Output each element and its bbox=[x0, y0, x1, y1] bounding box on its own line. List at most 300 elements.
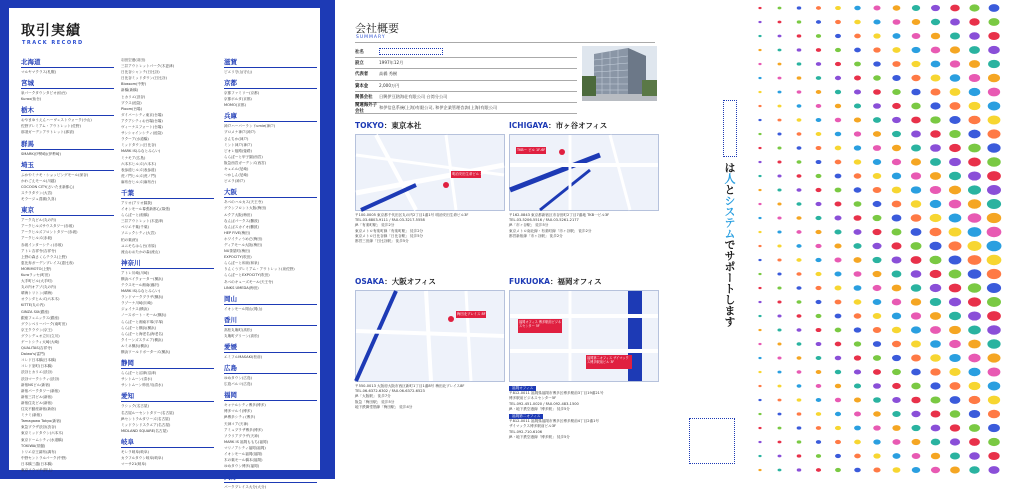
company-info-label: 社名 bbox=[355, 50, 364, 56]
region-entry: りんくうプレミアム・アウトレット(泉佐野) bbox=[224, 267, 295, 272]
company-name-placeholder bbox=[379, 48, 443, 55]
decorative-dot bbox=[911, 75, 920, 81]
decorative-dot bbox=[873, 397, 881, 403]
decorative-dot bbox=[968, 311, 981, 320]
company-info-row bbox=[355, 81, 577, 92]
region-entry: ダイバーシティ東京(台場) bbox=[121, 112, 163, 117]
decorative-dot bbox=[988, 102, 1001, 111]
decorative-dot bbox=[816, 132, 822, 136]
decorative-dot bbox=[968, 283, 981, 292]
decorative-dot bbox=[815, 230, 821, 234]
region-entry: ミント神戸(神戸) bbox=[224, 142, 252, 147]
decorative-dot bbox=[968, 326, 981, 335]
region-entry: MARK IS(みなとみらい) bbox=[121, 289, 161, 294]
decorative-dot bbox=[873, 411, 881, 416]
decorative-dot bbox=[816, 104, 822, 108]
decorative-dot bbox=[987, 353, 1000, 362]
decorative-dot bbox=[911, 89, 920, 96]
decorative-dot bbox=[853, 243, 861, 249]
region-name: 岐阜 bbox=[121, 437, 214, 448]
region-block bbox=[121, 437, 214, 467]
decorative-dot bbox=[873, 145, 881, 151]
decorative-dot bbox=[873, 327, 881, 333]
region-entry: 阪急西宮ガーデンズ(西宮) bbox=[224, 160, 267, 165]
decorative-dot bbox=[949, 298, 961, 307]
region-name: 広島 bbox=[224, 363, 317, 374]
office-detail-line: TEL.03-6803-9111 / FAX.03-3217-5558 bbox=[355, 218, 425, 223]
region-entry: 泉パークタウンタピオ(仙台) bbox=[21, 91, 67, 96]
decorative-dot bbox=[950, 396, 961, 404]
decorative-dot bbox=[778, 77, 782, 80]
region-entry: 東急プラザ渋谷(渋谷) bbox=[21, 425, 57, 430]
decorative-dot bbox=[778, 441, 782, 444]
decorative-dot bbox=[835, 314, 842, 319]
decorative-dot bbox=[988, 18, 999, 26]
decorative-dot bbox=[873, 33, 880, 38]
region-block bbox=[224, 315, 317, 339]
decorative-dot bbox=[796, 258, 801, 262]
decorative-dot bbox=[853, 257, 861, 263]
decorative-dot bbox=[778, 427, 782, 430]
decorative-dot bbox=[950, 410, 961, 417]
region-entry: 博多マルイ(博多) bbox=[224, 409, 252, 414]
decorative-dot bbox=[835, 90, 841, 94]
decorative-dot bbox=[949, 255, 962, 264]
decorative-dot bbox=[854, 48, 861, 53]
tagline bbox=[721, 162, 737, 327]
region-entry: イオンモール幕張新都心(幕張) bbox=[121, 207, 171, 212]
region-block bbox=[224, 472, 317, 490]
company-summary-subtitle: SUMMARY bbox=[356, 35, 386, 40]
region-entry: さんちか(神戸) bbox=[224, 136, 249, 141]
decorative-dot bbox=[988, 466, 999, 474]
region-entry: ピオレ姫路(姫路) bbox=[224, 148, 252, 153]
region-entry: Kurax(仙台) bbox=[21, 97, 42, 102]
region-entry: JRセントラルタワーズ(名古屋) bbox=[121, 416, 171, 421]
decorative-dot bbox=[796, 300, 801, 304]
decorative-dot bbox=[969, 424, 980, 432]
region-entry: 新宿三井ビル(新宿) bbox=[21, 394, 53, 399]
region-entry: ホワイティうめだ(梅田) bbox=[224, 236, 263, 241]
region-entry: 上野の森さくらテラス(上野) bbox=[21, 254, 67, 259]
region-entry: 京都ファミリー(京都) bbox=[224, 91, 260, 96]
decorative-dot bbox=[777, 343, 781, 346]
office-tokyo bbox=[355, 120, 503, 244]
office-fukuoka-details bbox=[509, 384, 657, 440]
decorative-dot bbox=[987, 129, 1000, 138]
region-entry: ソラリアプラザ(天神) bbox=[224, 433, 260, 438]
office-tokyo-title bbox=[355, 120, 503, 131]
region-entry: アトレ吉祥寺(吉祥寺) bbox=[21, 248, 57, 253]
decorative-dot bbox=[854, 187, 862, 192]
region-block bbox=[224, 111, 317, 184]
decorative-dot bbox=[778, 7, 782, 10]
region-entry: 赤坂インターシティ(赤坂) bbox=[21, 242, 63, 247]
office-detail-line: TEL.03-5206-5516 / FAX.03-5261-2177 bbox=[509, 218, 579, 223]
region-entry: なんばパークス(難波) bbox=[224, 218, 260, 223]
decorative-dot bbox=[854, 131, 861, 136]
decorative-dot bbox=[797, 146, 802, 149]
office-detail-line: TEL.092-451-0020 / FAX.092-483-1500 bbox=[509, 401, 579, 406]
decorative-dot bbox=[778, 455, 782, 458]
decorative-dot bbox=[797, 356, 802, 359]
decorative-dot bbox=[816, 34, 821, 38]
decorative-dot bbox=[912, 467, 920, 473]
decorative-dot bbox=[873, 75, 881, 80]
decorative-dot bbox=[758, 301, 761, 303]
decorative-dot bbox=[816, 62, 821, 66]
office-detail-line: ザイマックス博多駅前ビル3F bbox=[509, 424, 557, 429]
decorative-dot bbox=[930, 256, 942, 264]
decorative-dot bbox=[988, 382, 1001, 391]
decorative-dot bbox=[777, 357, 781, 360]
decorative-dot bbox=[930, 326, 941, 334]
decorative-dot bbox=[931, 425, 941, 432]
region-entry: マリノアシティ福岡(福岡) bbox=[224, 445, 266, 450]
decorative-dot bbox=[892, 397, 901, 403]
decorative-dot bbox=[854, 6, 860, 11]
region-entry: おやまゆうえんハーヴェストウォーク(小山) bbox=[21, 118, 92, 123]
region-entry: ノースポート・モール(横浜) bbox=[121, 313, 167, 318]
decorative-dot bbox=[777, 203, 781, 206]
decorative-dot bbox=[835, 440, 841, 444]
decorative-dot bbox=[892, 369, 901, 375]
decorative-dot bbox=[987, 339, 1000, 348]
region-entry: NU茶屋町(梅田) bbox=[224, 249, 251, 254]
decorative-dot bbox=[987, 297, 1001, 307]
office-fukuoka-title bbox=[509, 276, 657, 287]
region-name: 愛知 bbox=[121, 391, 214, 402]
decorative-dot bbox=[758, 189, 761, 191]
region-entry: 恵比寿ガーデンプレイス(恵比寿) bbox=[21, 260, 74, 265]
region-entry: 表参道ヒルズ(表参道) bbox=[121, 167, 157, 172]
decorative-dot bbox=[816, 118, 822, 122]
decorative-dot bbox=[872, 243, 881, 249]
decorative-dot bbox=[835, 384, 841, 388]
region-entry: ゆめタウン(広島) bbox=[224, 376, 252, 381]
decorative-dot bbox=[873, 271, 882, 277]
region-entry: 横浜ワールドポーターズ(横浜) bbox=[121, 350, 171, 355]
decorative-dot bbox=[758, 469, 761, 471]
decorative-dot bbox=[873, 383, 881, 389]
region-block bbox=[121, 391, 214, 433]
decorative-dot bbox=[873, 19, 880, 24]
region-entry: アトレ川崎(川崎) bbox=[121, 270, 149, 275]
region-entry: 木の葉モール橋本(福岡) bbox=[224, 458, 263, 463]
decorative-dot bbox=[892, 313, 901, 320]
decorative-dot bbox=[815, 216, 821, 220]
decorative-dot bbox=[987, 157, 1001, 167]
company-info-row bbox=[355, 58, 577, 69]
decorative-dot bbox=[854, 313, 862, 318]
company-summary-title: 会社概要 bbox=[355, 22, 399, 35]
region-entry: ラシック(名古屋) bbox=[121, 404, 149, 409]
decorative-dot bbox=[968, 171, 981, 180]
decorative-dot bbox=[835, 300, 842, 305]
decorative-dot bbox=[873, 425, 881, 430]
region-entry: ゲートシティ大崎(大崎) bbox=[21, 340, 60, 344]
region-entry: パークプレイス大分(大分) bbox=[224, 485, 266, 490]
region-entry: ららぽーと海老名(海老名) bbox=[121, 331, 164, 336]
region-entry: クイーンズスクエア(横浜) bbox=[121, 337, 163, 342]
decorative-dot bbox=[796, 188, 801, 192]
decorative-dot bbox=[816, 90, 822, 94]
decorative-dot bbox=[988, 88, 1000, 97]
decorative-dot bbox=[968, 354, 980, 363]
decorative-dot bbox=[931, 47, 940, 54]
decorative-dot bbox=[816, 468, 821, 472]
decorative-dot bbox=[777, 91, 781, 94]
company-info-label: 関係会社 bbox=[355, 94, 373, 100]
decorative-dot bbox=[893, 467, 901, 473]
decorative-dot bbox=[797, 440, 802, 443]
decorative-dot bbox=[988, 438, 1000, 446]
decorative-dot bbox=[758, 427, 761, 429]
region-entry: 三井アウトレットパーク(木更津) bbox=[121, 64, 175, 69]
company-name-placeholder bbox=[723, 100, 737, 157]
decorative-dot bbox=[988, 32, 999, 40]
decorative-dot bbox=[854, 173, 862, 178]
decorative-dot bbox=[816, 48, 821, 52]
decorative-dot bbox=[758, 7, 761, 9]
decorative-dot bbox=[778, 21, 782, 24]
decorative-dot bbox=[797, 412, 802, 415]
decorative-dot bbox=[777, 217, 781, 220]
company-info-value: 和伊信息系統(上海)有限公司, 和伊企業管理咨詢(上海)有限公司 bbox=[379, 105, 498, 111]
decorative-dot bbox=[950, 467, 960, 474]
office-ichigaya-map bbox=[509, 134, 659, 211]
decorative-dot bbox=[797, 48, 802, 51]
company-info-label: 代表者 bbox=[355, 72, 369, 78]
decorative-dot bbox=[891, 242, 901, 249]
decorative-dot bbox=[968, 297, 981, 306]
divider bbox=[355, 42, 655, 43]
decorative-dot bbox=[950, 424, 960, 431]
region-entry: 那須ガーデンアウトレット(那須) bbox=[21, 130, 75, 135]
decorative-dot bbox=[835, 34, 841, 38]
tagline-word-system: システム bbox=[723, 195, 736, 239]
company-info-row bbox=[355, 103, 577, 114]
decorative-dot bbox=[949, 116, 960, 124]
track-record-card bbox=[9, 8, 320, 490]
decorative-dot bbox=[758, 77, 761, 79]
decorative-dot bbox=[854, 355, 861, 360]
decorative-dot bbox=[835, 188, 842, 193]
decorative-dot bbox=[797, 468, 802, 471]
region-entry: 東京ドームシティ(水道橋) bbox=[21, 437, 64, 442]
decorative-dot bbox=[758, 119, 761, 121]
decorative-dot bbox=[873, 61, 881, 66]
region-entry: カラフルタウン岐阜(岐阜) bbox=[121, 455, 164, 460]
region-name: 神奈川 bbox=[121, 258, 214, 269]
decorative-dot bbox=[969, 396, 981, 404]
decorative-dot bbox=[969, 368, 981, 376]
office-detail-line: JR・地下鉄空港線「博多駅」 徒歩5分 bbox=[509, 406, 570, 411]
decorative-dot bbox=[950, 74, 961, 81]
decorative-dot bbox=[968, 241, 982, 251]
decorative-dot bbox=[969, 102, 981, 110]
decorative-dot bbox=[911, 298, 921, 305]
decorative-dot bbox=[911, 411, 920, 417]
company-info-table bbox=[355, 47, 577, 114]
region-name: 京都 bbox=[224, 78, 317, 89]
region-name: 岡山 bbox=[224, 294, 317, 305]
region-entry: Daiwa's(雷門) bbox=[21, 352, 45, 357]
region-entry: 横浜ベイクォーター(横浜) bbox=[121, 276, 164, 281]
decorative-dot bbox=[873, 341, 881, 347]
office-osaka-title bbox=[355, 276, 503, 287]
decorative-dot bbox=[854, 383, 861, 388]
decorative-dot bbox=[930, 186, 941, 194]
region-name: 福岡 bbox=[224, 390, 317, 401]
region-entry: モレラ岐阜(岐阜) bbox=[121, 449, 149, 454]
region-entry: MARK IS(みなとみらい) bbox=[121, 149, 161, 154]
decorative-dot bbox=[835, 104, 841, 108]
decorative-dot bbox=[892, 117, 901, 123]
region-entry: ペリエ千葉(千葉) bbox=[121, 225, 149, 230]
decorative-dot bbox=[911, 383, 920, 390]
region-entry: ビエラ(神戸) bbox=[224, 179, 245, 184]
region-entry: 流山おおたかの森(流山) bbox=[121, 249, 160, 254]
decorative-dot bbox=[873, 131, 881, 137]
office-tokyo-map-label: 明治安田生命ビル 3F bbox=[452, 172, 485, 176]
region-entry: アリオ(アリオ蘇我) bbox=[121, 200, 153, 205]
region-entry: ふかやミナモ・ショッピングモール(深谷) bbox=[21, 172, 89, 177]
decorative-dot bbox=[835, 76, 841, 80]
decorative-dot bbox=[912, 439, 921, 445]
region-entry: ミナモア(広島) bbox=[121, 155, 146, 160]
office-detail-line: JR・地下鉄空港線「博多駅」 徒歩5分 bbox=[509, 434, 570, 439]
decorative-dot bbox=[835, 160, 842, 165]
decorative-dot bbox=[892, 75, 900, 81]
region-entry: ジョイナス(横浜) bbox=[121, 307, 149, 312]
decorative-dot bbox=[930, 158, 941, 166]
decorative-dot bbox=[873, 355, 881, 361]
decorative-dot bbox=[931, 467, 940, 473]
decorative-dot bbox=[854, 90, 861, 95]
decorative-dot bbox=[835, 356, 842, 361]
decorative-dot bbox=[816, 314, 822, 318]
decorative-dot bbox=[949, 284, 961, 293]
region-block bbox=[224, 342, 317, 360]
region-entry: トリエ京王調布(調布) bbox=[21, 449, 57, 454]
region-entry: 日比谷シャンテ(日比谷) bbox=[121, 70, 160, 75]
region-entry: ユニモちはら台(市原) bbox=[121, 243, 157, 248]
decorative-dot bbox=[796, 244, 801, 248]
office-osaka bbox=[355, 276, 503, 410]
decorative-dot bbox=[778, 413, 782, 416]
decorative-dot bbox=[911, 270, 922, 278]
region-name: 静岡 bbox=[121, 358, 214, 369]
decorative-dot bbox=[777, 175, 781, 178]
region-entry: 神戸ハーバーランドumie(神戸) bbox=[224, 124, 276, 129]
office-fukuoka-title-jp: ：福岡オフィス bbox=[549, 277, 602, 286]
region-entry: 東京ソラマチ(押上) bbox=[21, 467, 53, 472]
company-info-row bbox=[355, 69, 577, 80]
region-block bbox=[21, 205, 114, 473]
region-name: 大阪 bbox=[224, 187, 317, 198]
decorative-dot bbox=[835, 62, 841, 66]
decorative-dot bbox=[758, 133, 761, 135]
region-entry: ランドマークプラザ(横浜) bbox=[121, 295, 164, 300]
decorative-dot bbox=[911, 214, 922, 222]
region-entry: グランベリーパーク(南町田) bbox=[21, 321, 67, 326]
decorative-dot bbox=[758, 35, 761, 37]
decorative-dot bbox=[758, 315, 761, 317]
decorative-dot bbox=[892, 187, 902, 194]
decorative-dot bbox=[968, 255, 982, 265]
track-record-title: 取引実績 bbox=[21, 23, 81, 39]
decorative-dot bbox=[873, 173, 881, 179]
region-entry: ゆめタウン博多(福岡) bbox=[224, 464, 260, 469]
decorative-dot bbox=[854, 398, 861, 403]
region-block bbox=[224, 390, 317, 469]
region-entry: Blossom(中野) bbox=[121, 82, 147, 87]
decorative-dot bbox=[931, 33, 940, 40]
decorative-dot bbox=[931, 5, 940, 11]
decorative-dot bbox=[988, 452, 999, 460]
decorative-dot bbox=[950, 102, 961, 110]
decorative-dot bbox=[835, 286, 842, 291]
region-entry: サントムーン(清水) bbox=[121, 377, 153, 382]
region-entry: グランフロント大阪(梅田) bbox=[224, 206, 267, 211]
decorative-dot bbox=[988, 115, 1001, 124]
region-entry: 中野セントラルパーク(中野) bbox=[21, 455, 67, 460]
decorative-dot bbox=[969, 74, 980, 82]
office-detail-line: 〒550-0013 大阪府大阪市西区新町1丁目1番8号 梅田北プレイス8F bbox=[355, 384, 465, 388]
decorative-dot bbox=[969, 116, 981, 124]
decorative-dot bbox=[835, 202, 842, 207]
region-entry: 渋谷ヒカリエ(渋谷) bbox=[21, 370, 53, 375]
decorative-dot bbox=[950, 88, 961, 96]
decorative-dot bbox=[854, 62, 861, 67]
decorative-dot bbox=[815, 258, 821, 262]
decorative-dot bbox=[835, 132, 842, 137]
decorative-dot bbox=[873, 453, 880, 458]
region-block bbox=[224, 187, 317, 290]
decorative-dot bbox=[873, 6, 880, 11]
region-block bbox=[121, 188, 214, 255]
tagline-mid: と bbox=[723, 184, 736, 195]
decorative-dot bbox=[969, 410, 980, 418]
region-name: 千葉 bbox=[121, 188, 214, 199]
office-fukuoka-map-label-1: 福岡オフィス 博多駅前ビジネスセンター 5F bbox=[519, 320, 562, 328]
company-info-label: 関連海外子会社 bbox=[355, 103, 377, 115]
decorative-dot bbox=[816, 202, 822, 206]
office-osaka-title-jp: ：大阪オフィス bbox=[384, 277, 436, 286]
decorative-dot bbox=[778, 63, 782, 66]
decorative-dot bbox=[968, 269, 982, 279]
office-osaka-map bbox=[355, 290, 505, 382]
office-detail-line: 〒162-0843 東京都新宿区市谷田町2丁目7番地 TKB一ビル3F bbox=[509, 213, 610, 217]
decorative-dot bbox=[931, 411, 941, 418]
decorative-dot bbox=[950, 19, 960, 26]
decorative-dot bbox=[835, 398, 841, 402]
decorative-dot bbox=[797, 62, 802, 65]
decorative-dot bbox=[969, 4, 979, 11]
decorative-dot bbox=[873, 117, 881, 123]
decorative-dot bbox=[835, 216, 842, 221]
office-fukuoka-title-en: FUKUOKA bbox=[509, 277, 550, 286]
track-record-column-2 bbox=[121, 54, 214, 467]
region-entry: ららぽーと湘南平塚(平塚) bbox=[121, 319, 164, 324]
decorative-dot bbox=[911, 228, 922, 236]
decorative-dot bbox=[777, 273, 781, 276]
decorative-dot bbox=[892, 131, 901, 137]
region-entry: 虎ノ門ヒルズ(虎ノ門) bbox=[121, 173, 157, 178]
region-entry: 住友不動産新宿(新宿) bbox=[21, 407, 57, 412]
region-entry: ミッドランドスクエア(名古屋) bbox=[121, 422, 171, 427]
